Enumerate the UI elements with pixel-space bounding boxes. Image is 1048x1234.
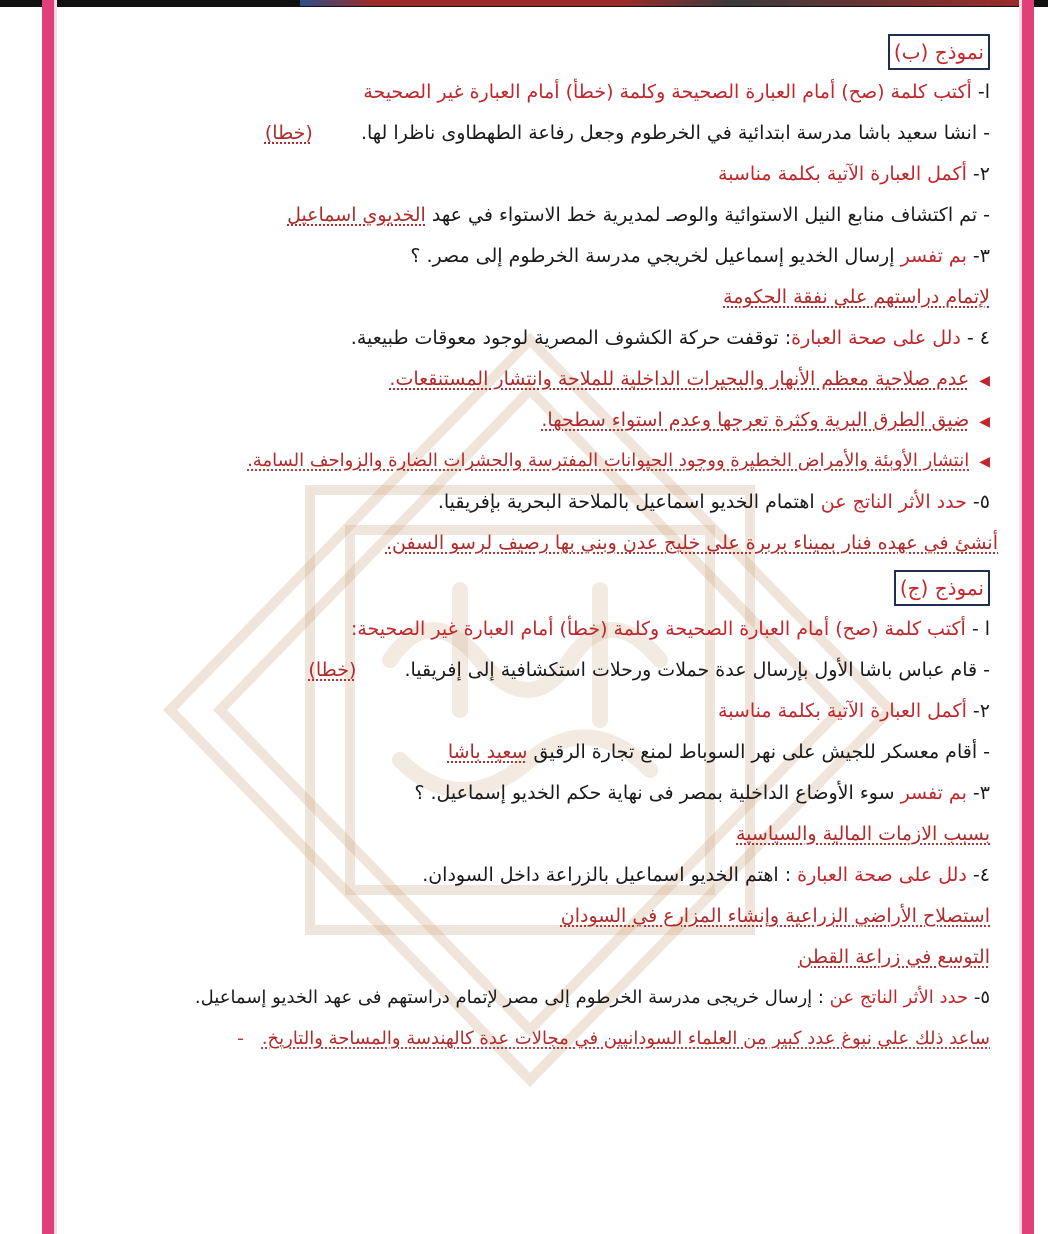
- model-b-q3-heading: [60, 241, 990, 273]
- model-b-q1-statement: [60, 118, 990, 150]
- statement-text: - تم اكتشاف منابع النيل الاستوائية والوصـ لمديرية خط الاستواء في عهد: [431, 204, 990, 226]
- page-frame-right: [1022, 0, 1034, 1234]
- model-b-q4-answer-3: [60, 446, 990, 478]
- model-b-q2-statement: [60, 200, 990, 232]
- q-heading-text: أكمل العبارة الآتية بكلمة مناسبة: [718, 163, 967, 185]
- answer-text: التوسع في زراعة القطن: [798, 946, 990, 968]
- model-b-q1-heading: [60, 77, 990, 109]
- q-lead-text: دلل على صحة العبارة: [797, 864, 967, 886]
- arrow-left-icon: ◀: [979, 414, 990, 430]
- arrow-left-icon: ◀: [979, 454, 990, 470]
- answer-text: (خطا): [308, 659, 357, 681]
- answer-text: ضيق الطرق البرية وكثرة تعرجها وعدم استواء سطحها.: [541, 409, 970, 431]
- model-b-q4-answer-2: [60, 405, 990, 437]
- model-c-q3-heading: [60, 778, 990, 810]
- answer-text: لإتمام دراستهم على نفقة الحكومة: [723, 286, 990, 308]
- statement-text: - أقام معسكر للجيش على نهر السوباط لمنع تجارة الرقيق: [533, 741, 990, 763]
- q-lead-text: دلل على صحة العبارة: [791, 327, 961, 349]
- model-c-title: نموذج (ج): [894, 570, 990, 606]
- statement-text: إرسال الخديو إسماعيل لخريجي مدرسة الخرطوم إلى مصر. ؟: [410, 245, 895, 267]
- worksheet-page: [60, 22, 998, 1222]
- answer-text: استصلاح الأراضي الزراعية وإنشاء المزارع في السودان: [560, 905, 990, 927]
- model-b-q2-heading: [60, 159, 990, 191]
- answer-text: الخديوي اسماعيل: [287, 204, 426, 226]
- model-c-q2-heading: [60, 696, 990, 728]
- answer-text: ساعد ذلك على نبوغ عدد كبير من العلماء السودانيين في مجالات عدة كالهندسة والمساحة والتاريخ.: [261, 1028, 990, 1049]
- dash-marker: -: [237, 1028, 244, 1049]
- answer-text: عدم صلاحية معظم الأنهار والبحيرات الداخلية للملاحة وانتشار المستنقعات.: [389, 368, 970, 390]
- q-number: ٥-: [966, 491, 990, 513]
- q-heading-text: أكمل العبارة الآتية بكلمة مناسبة: [718, 700, 967, 722]
- q-number: ٤-: [966, 864, 990, 886]
- q-lead-text: بم تفسر: [900, 245, 967, 267]
- q-heading-text: أكتب كلمة (صح) أمام العبارة الصحيحة وكلمة (خطأ) أمام العبارة غير الصحيحة:: [350, 618, 966, 640]
- q-number: ٣-: [966, 245, 990, 267]
- q-number: ٥-: [968, 987, 990, 1008]
- statement-text: سوء الأوضاع الداخلية بمصر فى نهاية حكم الخديو إسماعيل. ؟: [414, 782, 895, 804]
- q-number: ٤ -: [960, 327, 990, 349]
- answer-text: بسبب الازمات المالية والسياسية: [736, 823, 990, 845]
- statement-text: - قام عباس باشا الأول بإرسال عدة حملات ورحلات استكشافية إلى إفريقيا.: [404, 659, 990, 681]
- model-c-q1-heading: [60, 614, 990, 646]
- model-b-q5-answer: [60, 528, 998, 560]
- q-number: ٣-: [966, 782, 990, 804]
- page-frame-right-inner: [1019, 0, 1022, 1234]
- arrow-left-icon: ◀: [979, 373, 990, 389]
- model-c-q4-answer-1: [60, 901, 990, 933]
- statement-text: : اهتم الخديو اسماعيل بالزراعة داخل السودان.: [422, 864, 792, 886]
- q-number: ا-: [971, 81, 990, 103]
- statement-text: : توقفت حركة الكشوف المصرية لوجود معوقات طبيعية.: [350, 327, 792, 349]
- answer-text: (خطا): [264, 122, 313, 144]
- model-b-q4-heading: [60, 323, 990, 355]
- q-heading-text: أكتب كلمة (صح) أمام العبارة الصحيحة وكلمة (خطأ) أمام العبارة غير الصحيحة: [363, 81, 972, 103]
- q-lead-text: حدد الأثر الناتج عن: [829, 987, 969, 1008]
- page-frame-left: [42, 0, 54, 1234]
- q-lead-text: حدد الأثر الناتج عن: [820, 491, 967, 513]
- model-c-q2-statement: [60, 737, 990, 769]
- answer-text: سعيد باشا: [447, 741, 528, 763]
- answer-text: انتشار الأوبئة والأمراض الخطيرة ووجود الحيوانات المفترسة والحشرات الضارة والزواحف السامة.: [247, 450, 970, 471]
- model-c-q3-answer: [60, 819, 990, 851]
- model-c-q5-answer: [60, 1024, 990, 1056]
- q-lead-text: بم تفسر: [900, 782, 967, 804]
- model-c-q4-answer-2: [60, 942, 990, 974]
- q-number: ا -: [965, 618, 990, 640]
- model-b-q4-answer-1: [60, 364, 990, 396]
- model-c-title-row: [60, 570, 990, 602]
- model-c-q1-statement: [60, 655, 990, 687]
- top-decorative-strip: [300, 0, 1020, 6]
- statement-text: : إرسال خريجى مدرسة الخرطوم إلى مصر لإتمام دراستهم فى عهد الخديو إسماعيل.: [194, 987, 824, 1008]
- model-b-q3-answer: [60, 282, 990, 314]
- model-b-title-row: [60, 34, 990, 66]
- model-c-q5-heading: [60, 983, 990, 1015]
- model-b-q5-heading: [60, 487, 990, 519]
- q-number: ٢-: [966, 163, 990, 185]
- statement-text: اهتمام الخديو اسماعيل بالملاحة البحرية بإفريقيا.: [437, 491, 815, 513]
- statement-text: - انشا سعيد باشا مدرسة ابتدائية في الخرطوم وجعل رفاعة الطهطاوى ناظرا لها.: [360, 122, 990, 144]
- q-number: ٢-: [966, 700, 990, 722]
- page-frame-left-inner: [54, 0, 57, 1234]
- answer-text: أنشئ في عهده فنار بميناء بربرة على خليج عدن وبني بها رصيف لرسو السفن.: [385, 532, 998, 554]
- model-b-title: نموذج (ب): [888, 34, 990, 70]
- model-c-q4-heading: [60, 860, 990, 892]
